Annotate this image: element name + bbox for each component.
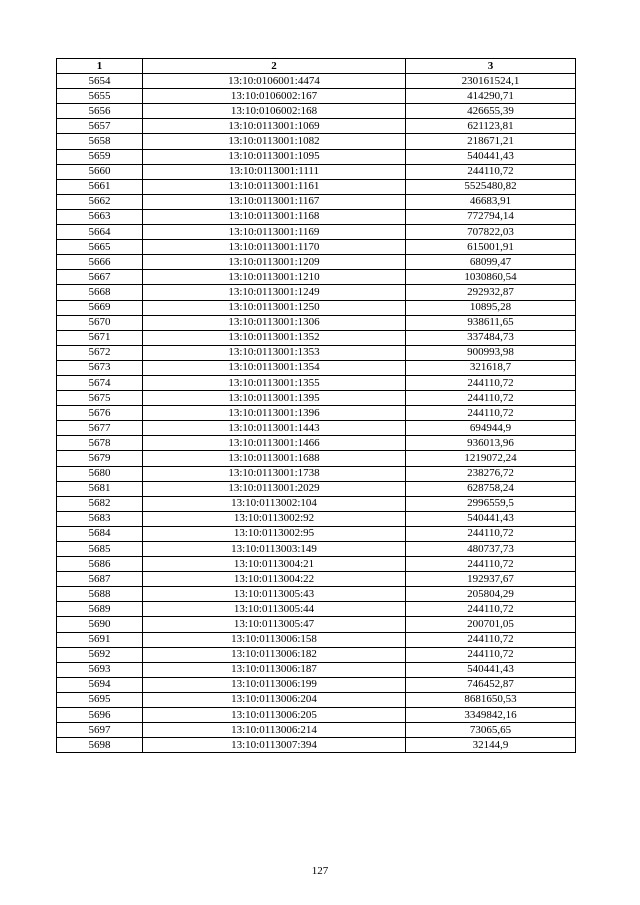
value-cell: 8681650,53: [406, 692, 576, 707]
row-number-cell: 5658: [57, 134, 143, 149]
row-number-cell: 5671: [57, 330, 143, 345]
table-row: [57, 74, 576, 89]
value-cell: 1030860,54: [406, 270, 576, 285]
value-cell: 244110,72: [406, 375, 576, 390]
value-cell: 68099,47: [406, 255, 576, 270]
value-cell: 746452,87: [406, 677, 576, 692]
cadastral-number-cell: 13:10:0113001:1210: [143, 270, 406, 285]
table-row: [57, 421, 576, 436]
table-row: [57, 391, 576, 406]
value-cell: 414290,71: [406, 89, 576, 104]
row-number-cell: 5695: [57, 692, 143, 707]
table-row: [57, 375, 576, 390]
row-number-cell: 5683: [57, 511, 143, 526]
row-number-cell: 5668: [57, 285, 143, 300]
value-cell: 2996559,5: [406, 496, 576, 511]
row-number-cell: 5660: [57, 164, 143, 179]
row-number-cell: 5679: [57, 451, 143, 466]
value-cell: 32144,9: [406, 738, 576, 753]
table-row: [57, 104, 576, 119]
row-number-cell: 5687: [57, 572, 143, 587]
cadastral-number-cell: 13:10:0113001:1395: [143, 391, 406, 406]
row-number-cell: 5690: [57, 617, 143, 632]
row-number-cell: 5697: [57, 723, 143, 738]
column-header-1: 1: [57, 59, 143, 74]
cadastral-number-cell: 13:10:0113001:1249: [143, 285, 406, 300]
row-number-cell: 5675: [57, 391, 143, 406]
row-number-cell: 5662: [57, 194, 143, 209]
table-row: [57, 723, 576, 738]
row-number-cell: 5678: [57, 436, 143, 451]
cadastral-number-cell: 13:10:0113002:95: [143, 526, 406, 541]
row-number-cell: 5663: [57, 209, 143, 224]
value-cell: 244110,72: [406, 647, 576, 662]
value-cell: 938611,65: [406, 315, 576, 330]
row-number-cell: 5681: [57, 481, 143, 496]
table-row: [57, 89, 576, 104]
cadastral-number-cell: 13:10:0113002:104: [143, 496, 406, 511]
cadastral-number-cell: 13:10:0113006:187: [143, 662, 406, 677]
value-cell: 244110,72: [406, 526, 576, 541]
cadastral-number-cell: 13:10:0113001:1170: [143, 240, 406, 255]
row-number-cell: 5698: [57, 738, 143, 753]
row-number-cell: 5670: [57, 315, 143, 330]
value-cell: 621123,81: [406, 119, 576, 134]
row-number-cell: 5684: [57, 526, 143, 541]
table-body: [57, 74, 576, 753]
cadastral-number-cell: 13:10:0113002:92: [143, 511, 406, 526]
value-cell: 73065,65: [406, 723, 576, 738]
table-row: [57, 677, 576, 692]
table-row: [57, 436, 576, 451]
table-row: [57, 708, 576, 723]
row-number-cell: 5661: [57, 179, 143, 194]
value-cell: 244110,72: [406, 391, 576, 406]
cadastral-number-cell: 13:10:0113001:1167: [143, 194, 406, 209]
row-number-cell: 5694: [57, 677, 143, 692]
row-number-cell: 5685: [57, 542, 143, 557]
value-cell: 900993,98: [406, 345, 576, 360]
cadastral-number-cell: 13:10:0113004:21: [143, 557, 406, 572]
table-row: [57, 466, 576, 481]
table-row: [57, 557, 576, 572]
value-cell: 244110,72: [406, 602, 576, 617]
table-row: [57, 451, 576, 466]
table-row: [57, 692, 576, 707]
cadastral-number-cell: 13:10:0113004:22: [143, 572, 406, 587]
row-number-cell: 5657: [57, 119, 143, 134]
cadastral-number-cell: 13:10:0113001:1069: [143, 119, 406, 134]
row-number-cell: 5682: [57, 496, 143, 511]
table-row: [57, 194, 576, 209]
table-row: [57, 481, 576, 496]
cadastral-number-cell: 13:10:0113001:1111: [143, 164, 406, 179]
table-row: [57, 647, 576, 662]
cadastral-number-cell: 13:10:0113006:204: [143, 692, 406, 707]
row-number-cell: 5691: [57, 632, 143, 647]
table-row: [57, 496, 576, 511]
cadastral-number-cell: 13:10:0113005:43: [143, 587, 406, 602]
cadastral-number-cell: 13:10:0113001:1396: [143, 406, 406, 421]
value-cell: 244110,72: [406, 557, 576, 572]
value-cell: 772794,14: [406, 209, 576, 224]
value-cell: 540441,43: [406, 149, 576, 164]
row-number-cell: 5677: [57, 421, 143, 436]
value-cell: 540441,43: [406, 662, 576, 677]
cadastral-number-cell: 13:10:0113006:205: [143, 708, 406, 723]
cadastral-number-cell: 13:10:0106002:168: [143, 104, 406, 119]
row-number-cell: 5673: [57, 360, 143, 375]
table-row: [57, 225, 576, 240]
header-row: [57, 59, 576, 74]
value-cell: 694944,9: [406, 421, 576, 436]
value-cell: 321618,7: [406, 360, 576, 375]
table-row: [57, 617, 576, 632]
table-row: [57, 572, 576, 587]
row-number-cell: 5655: [57, 89, 143, 104]
table-row: [57, 164, 576, 179]
value-cell: 426655,39: [406, 104, 576, 119]
cadastral-number-cell: 13:10:0113006:158: [143, 632, 406, 647]
column-header-2: 2: [143, 59, 406, 74]
value-cell: 238276,72: [406, 466, 576, 481]
value-cell: 936013,96: [406, 436, 576, 451]
value-cell: 10895,28: [406, 300, 576, 315]
value-cell: 205804,29: [406, 587, 576, 602]
value-cell: 46683,91: [406, 194, 576, 209]
table-row: [57, 285, 576, 300]
row-number-cell: 5696: [57, 708, 143, 723]
cadastral-number-cell: 13:10:0113001:1161: [143, 179, 406, 194]
cadastral-number-cell: 13:10:0113001:1354: [143, 360, 406, 375]
cadastral-number-cell: 13:10:0113001:1082: [143, 134, 406, 149]
table-row: [57, 345, 576, 360]
row-number-cell: 5666: [57, 255, 143, 270]
cadastral-number-cell: 13:10:0113001:1466: [143, 436, 406, 451]
cadastral-number-cell: 13:10:0113001:1688: [143, 451, 406, 466]
page-number: 127: [311, 865, 329, 877]
cadastral-number-cell: 13:10:0113001:1353: [143, 345, 406, 360]
cadastral-value-table: [56, 58, 576, 753]
cadastral-number-cell: 13:10:0113001:1352: [143, 330, 406, 345]
value-cell: 244110,72: [406, 406, 576, 421]
row-number-cell: 5665: [57, 240, 143, 255]
table-row: [57, 587, 576, 602]
table-row: [57, 738, 576, 753]
row-number-cell: 5664: [57, 225, 143, 240]
table-row: [57, 300, 576, 315]
row-number-cell: 5674: [57, 375, 143, 390]
cadastral-number-cell: 13:10:0113001:1738: [143, 466, 406, 481]
row-number-cell: 5686: [57, 557, 143, 572]
cadastral-number-cell: 13:10:0113001:1306: [143, 315, 406, 330]
cadastral-number-cell: 13:10:0113007:394: [143, 738, 406, 753]
value-cell: 540441,43: [406, 511, 576, 526]
value-cell: 707822,03: [406, 225, 576, 240]
value-cell: 244110,72: [406, 632, 576, 647]
row-number-cell: 5689: [57, 602, 143, 617]
cadastral-number-cell: 13:10:0113006:199: [143, 677, 406, 692]
row-number-cell: 5693: [57, 662, 143, 677]
cadastral-number-cell: 13:10:0113001:1095: [143, 149, 406, 164]
row-number-cell: 5680: [57, 466, 143, 481]
cadastral-number-cell: 13:10:0113001:1355: [143, 375, 406, 390]
table-row: [57, 179, 576, 194]
cadastral-number-cell: 13:10:0113006:214: [143, 723, 406, 738]
table-row: [57, 240, 576, 255]
cadastral-number-cell: 13:10:0113001:1250: [143, 300, 406, 315]
cadastral-number-cell: 13:10:0113006:182: [143, 647, 406, 662]
value-cell: 200701,05: [406, 617, 576, 632]
cadastral-number-cell: 13:10:0113001:1169: [143, 225, 406, 240]
row-number-cell: 5669: [57, 300, 143, 315]
table-row: [57, 149, 576, 164]
value-cell: 5525480,82: [406, 179, 576, 194]
row-number-cell: 5656: [57, 104, 143, 119]
cadastral-number-cell: 13:10:0106001:4474: [143, 74, 406, 89]
cadastral-number-cell: 13:10:0106002:167: [143, 89, 406, 104]
table-row: [57, 662, 576, 677]
cadastral-number-cell: 13:10:0113005:44: [143, 602, 406, 617]
table-row: [57, 632, 576, 647]
table-header: [57, 59, 576, 74]
row-number-cell: 5654: [57, 74, 143, 89]
table-row: [57, 406, 576, 421]
value-cell: 628758,24: [406, 481, 576, 496]
row-number-cell: 5688: [57, 587, 143, 602]
table-row: [57, 511, 576, 526]
value-cell: 1219072,24: [406, 451, 576, 466]
row-number-cell: 5692: [57, 647, 143, 662]
table-row: [57, 602, 576, 617]
column-header-3: 3: [406, 59, 576, 74]
row-number-cell: 5659: [57, 149, 143, 164]
value-cell: 244110,72: [406, 164, 576, 179]
row-number-cell: 5672: [57, 345, 143, 360]
row-number-cell: 5667: [57, 270, 143, 285]
table-row: [57, 526, 576, 541]
cadastral-number-cell: 13:10:0113001:1168: [143, 209, 406, 224]
cadastral-number-cell: 13:10:0113005:47: [143, 617, 406, 632]
cadastral-number-cell: 13:10:0113001:2029: [143, 481, 406, 496]
table-row: [57, 255, 576, 270]
value-cell: 192937,67: [406, 572, 576, 587]
table-row: [57, 134, 576, 149]
cadastral-number-cell: 13:10:0113003:149: [143, 542, 406, 557]
value-cell: 218671,21: [406, 134, 576, 149]
value-cell: 3349842,16: [406, 708, 576, 723]
value-cell: 480737,73: [406, 542, 576, 557]
cadastral-number-cell: 13:10:0113001:1443: [143, 421, 406, 436]
row-number-cell: 5676: [57, 406, 143, 421]
table-row: [57, 330, 576, 345]
cadastral-number-cell: 13:10:0113001:1209: [143, 255, 406, 270]
table-row: [57, 315, 576, 330]
table-row: [57, 360, 576, 375]
table-row: [57, 542, 576, 557]
value-cell: 615001,91: [406, 240, 576, 255]
value-cell: 230161524,1: [406, 74, 576, 89]
table-row: [57, 119, 576, 134]
table-row: [57, 270, 576, 285]
value-cell: 337484,73: [406, 330, 576, 345]
value-cell: 292932,87: [406, 285, 576, 300]
table-row: [57, 209, 576, 224]
